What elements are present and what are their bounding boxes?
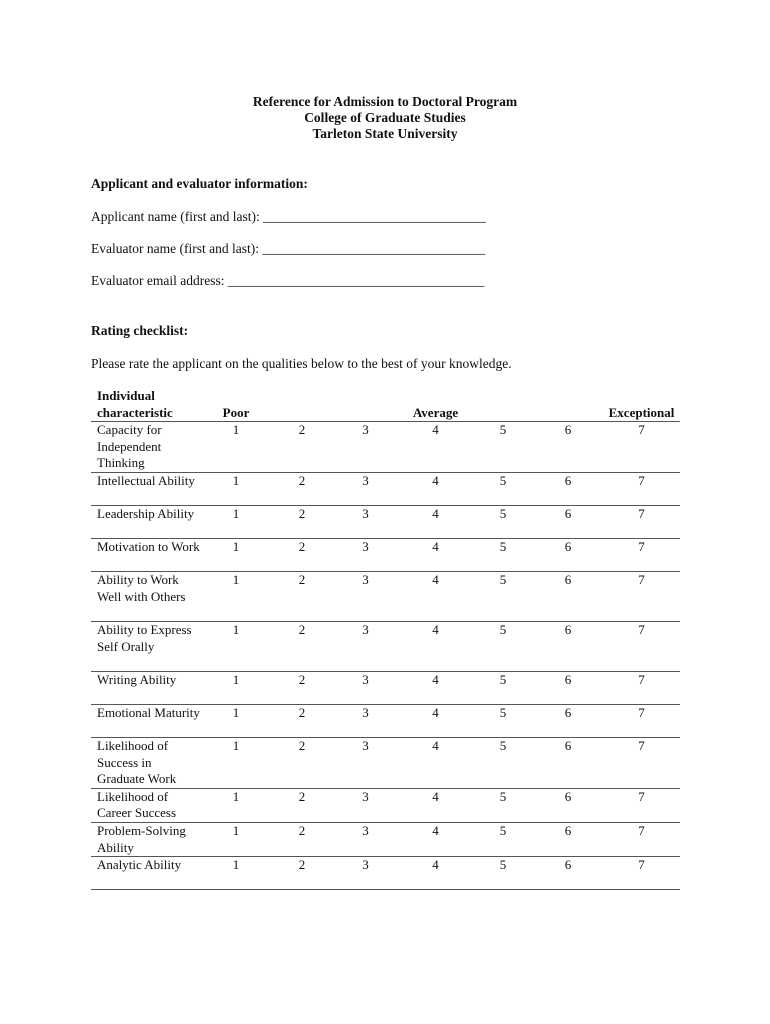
rating-option-1[interactable]: 1: [232, 621, 240, 637]
empty-header-6: [533, 388, 603, 422]
rating-option-4[interactable]: 4: [432, 737, 439, 753]
rating-option-5[interactable]: 5: [499, 704, 507, 720]
rating-section-title: Rating checklist:: [91, 323, 189, 338]
rating-option-4[interactable]: 4: [432, 671, 439, 687]
rating-option-4[interactable]: 4: [432, 571, 439, 587]
characteristic-label: Analytic Ability: [97, 857, 182, 873]
rating-option-1[interactable]: 1: [232, 505, 240, 521]
rating-option-5[interactable]: 5: [499, 857, 507, 873]
table-row: [91, 704, 680, 737]
characteristic-label: Problem-Solving Ability: [97, 822, 186, 855]
rating-option-5[interactable]: 5: [499, 422, 507, 438]
rating-option-1[interactable]: 1: [232, 422, 240, 438]
average-header: Average: [412, 404, 459, 420]
rating-option-5[interactable]: 5: [499, 538, 507, 554]
rating-instructions: Please rate the applicant on the qualities below to the best of your knowledge.: [91, 356, 512, 371]
rating-option-2[interactable]: 2: [298, 671, 306, 687]
table-row: [91, 857, 680, 890]
rating-option-1[interactable]: 1: [232, 704, 240, 720]
rating-option-5[interactable]: 5: [499, 505, 507, 521]
applicant-name-field[interactable]: Applicant name (first and last): _________________________________: [91, 209, 486, 224]
rating-option-7[interactable]: 7: [638, 704, 645, 720]
evaluator-name-field[interactable]: Evaluator name (first and last): _________________________________: [91, 241, 486, 256]
rating-option-6[interactable]: 6: [564, 621, 572, 637]
poor-header: Poor: [222, 404, 250, 420]
rating-option-7[interactable]: 7: [638, 822, 645, 838]
rating-option-4[interactable]: 4: [432, 422, 439, 438]
characteristic-label: Emotional Maturity: [97, 704, 200, 720]
rating-option-4[interactable]: 4: [432, 704, 439, 720]
rating-option-1[interactable]: 1: [232, 737, 240, 753]
rating-option-5[interactable]: 5: [499, 621, 507, 637]
header-college: College of Graduate Studies: [304, 110, 466, 125]
rating-option-7[interactable]: 7: [638, 788, 645, 804]
rating-option-4[interactable]: 4: [432, 857, 439, 873]
rating-option-4[interactable]: 4: [432, 472, 439, 488]
rating-option-3[interactable]: 3: [362, 737, 369, 753]
rating-option-3[interactable]: 3: [362, 621, 369, 637]
rating-option-4[interactable]: 4: [432, 788, 439, 804]
rating-option-7[interactable]: 7: [638, 505, 645, 521]
characteristic-label: Intellectual Ability: [97, 472, 195, 488]
rating-option-2[interactable]: 2: [298, 857, 306, 873]
rating-option-2[interactable]: 2: [298, 538, 306, 554]
table-row: [91, 822, 680, 856]
table-row: [91, 505, 680, 538]
rating-option-4[interactable]: 4: [432, 621, 439, 637]
table-row: [91, 737, 680, 788]
rating-option-1[interactable]: 1: [232, 788, 240, 804]
rating-option-5[interactable]: 5: [499, 671, 507, 687]
rating-option-3[interactable]: 3: [362, 571, 369, 587]
table-row: [91, 788, 680, 822]
table-row: [91, 538, 680, 571]
rating-option-3[interactable]: 3: [362, 472, 369, 488]
rating-option-5[interactable]: 5: [499, 472, 507, 488]
rating-option-3[interactable]: 3: [362, 822, 369, 838]
table-row: [91, 621, 680, 671]
characteristic-header-line2: characteristic: [97, 404, 173, 420]
rating-option-7[interactable]: 7: [638, 538, 645, 554]
rating-option-5[interactable]: 5: [499, 737, 507, 753]
document-header: [0, 94, 770, 142]
rating-table: [91, 388, 680, 890]
rating-option-2[interactable]: 2: [298, 704, 306, 720]
rating-option-1[interactable]: 1: [232, 671, 240, 687]
table-row: [91, 671, 680, 704]
rating-option-3[interactable]: 3: [362, 704, 369, 720]
rating-option-7[interactable]: 7: [638, 857, 645, 873]
rating-option-5[interactable]: 5: [499, 822, 507, 838]
table-header-row: [91, 388, 680, 422]
rating-option-6[interactable]: 6: [564, 788, 572, 804]
rating-option-6[interactable]: 6: [564, 571, 572, 587]
empty-header-3: [333, 388, 398, 422]
rating-option-2[interactable]: 2: [298, 822, 306, 838]
characteristic-label: Motivation to Work: [97, 538, 200, 554]
rating-option-6[interactable]: 6: [564, 671, 572, 687]
rating-option-7[interactable]: 7: [638, 671, 645, 687]
rating-option-3[interactable]: 3: [362, 788, 369, 804]
characteristic-label: Likelihood of Career Success: [97, 788, 177, 821]
rating-option-6[interactable]: 6: [564, 422, 572, 438]
rating-option-6[interactable]: 6: [564, 822, 572, 838]
rating-option-3[interactable]: 3: [362, 538, 369, 554]
rating-option-7[interactable]: 7: [638, 737, 645, 753]
rating-option-2[interactable]: 2: [298, 788, 306, 804]
empty-header-2: [271, 388, 333, 422]
exceptional-header: Exceptional: [608, 404, 675, 420]
rating-option-2[interactable]: 2: [298, 422, 306, 438]
rating-option-3[interactable]: 3: [362, 671, 369, 687]
header-title: Reference for Admission to Doctoral Program: [252, 94, 518, 109]
rating-option-2[interactable]: 2: [298, 571, 306, 587]
rating-option-4[interactable]: 4: [432, 822, 439, 838]
rating-option-7[interactable]: 7: [638, 422, 645, 438]
rating-option-2[interactable]: 2: [298, 737, 306, 753]
characteristic-label: Ability to Work Well with Others: [97, 571, 186, 604]
table-row: [91, 422, 680, 473]
characteristic-label: Ability to Express Self Orally: [97, 621, 192, 654]
rating-option-3[interactable]: 3: [362, 505, 369, 521]
characteristic-label: Capacity for Independent Thinking: [97, 422, 162, 471]
applicant-section-title: Applicant and evaluator information:: [91, 176, 308, 191]
rating-option-6[interactable]: 6: [564, 737, 572, 753]
rating-option-6[interactable]: 6: [564, 857, 572, 873]
rating-option-6[interactable]: 6: [564, 505, 572, 521]
rating-option-1[interactable]: 1: [232, 472, 240, 488]
rating-option-3[interactable]: 3: [362, 857, 369, 873]
rating-option-7[interactable]: 7: [638, 571, 645, 587]
empty-header-5: [473, 388, 533, 422]
rating-option-2[interactable]: 2: [298, 621, 306, 637]
rating-option-4[interactable]: 4: [432, 538, 439, 554]
rating-option-7[interactable]: 7: [638, 472, 645, 488]
characteristic-header: [91, 388, 201, 422]
table-row: [91, 472, 680, 505]
rating-option-6[interactable]: 6: [564, 704, 572, 720]
rating-option-6[interactable]: 6: [564, 472, 572, 488]
rating-option-5[interactable]: 5: [499, 788, 507, 804]
rating-option-1[interactable]: 1: [232, 571, 240, 587]
rating-option-7[interactable]: 7: [638, 621, 645, 637]
rating-option-5[interactable]: 5: [499, 571, 507, 587]
rating-option-1[interactable]: 1: [232, 857, 240, 873]
rating-option-2[interactable]: 2: [298, 505, 306, 521]
rating-option-1[interactable]: 1: [232, 822, 240, 838]
rating-option-3[interactable]: 3: [362, 422, 369, 438]
characteristic-header-line1: Individual: [97, 388, 155, 403]
characteristic-label: Likelihood of Success in Graduate Work: [97, 737, 177, 787]
characteristic-label: Writing Ability: [97, 671, 177, 687]
header-university: Tarleton State University: [312, 126, 458, 141]
rating-option-4[interactable]: 4: [432, 505, 439, 521]
table-row: [91, 571, 680, 621]
rating-option-1[interactable]: 1: [232, 538, 240, 554]
rating-option-6[interactable]: 6: [564, 538, 572, 554]
characteristic-label: Leadership Ability: [97, 505, 195, 521]
rating-option-2[interactable]: 2: [298, 472, 306, 488]
evaluator-email-field[interactable]: Evaluator email address: ______________________________________: [91, 273, 485, 288]
